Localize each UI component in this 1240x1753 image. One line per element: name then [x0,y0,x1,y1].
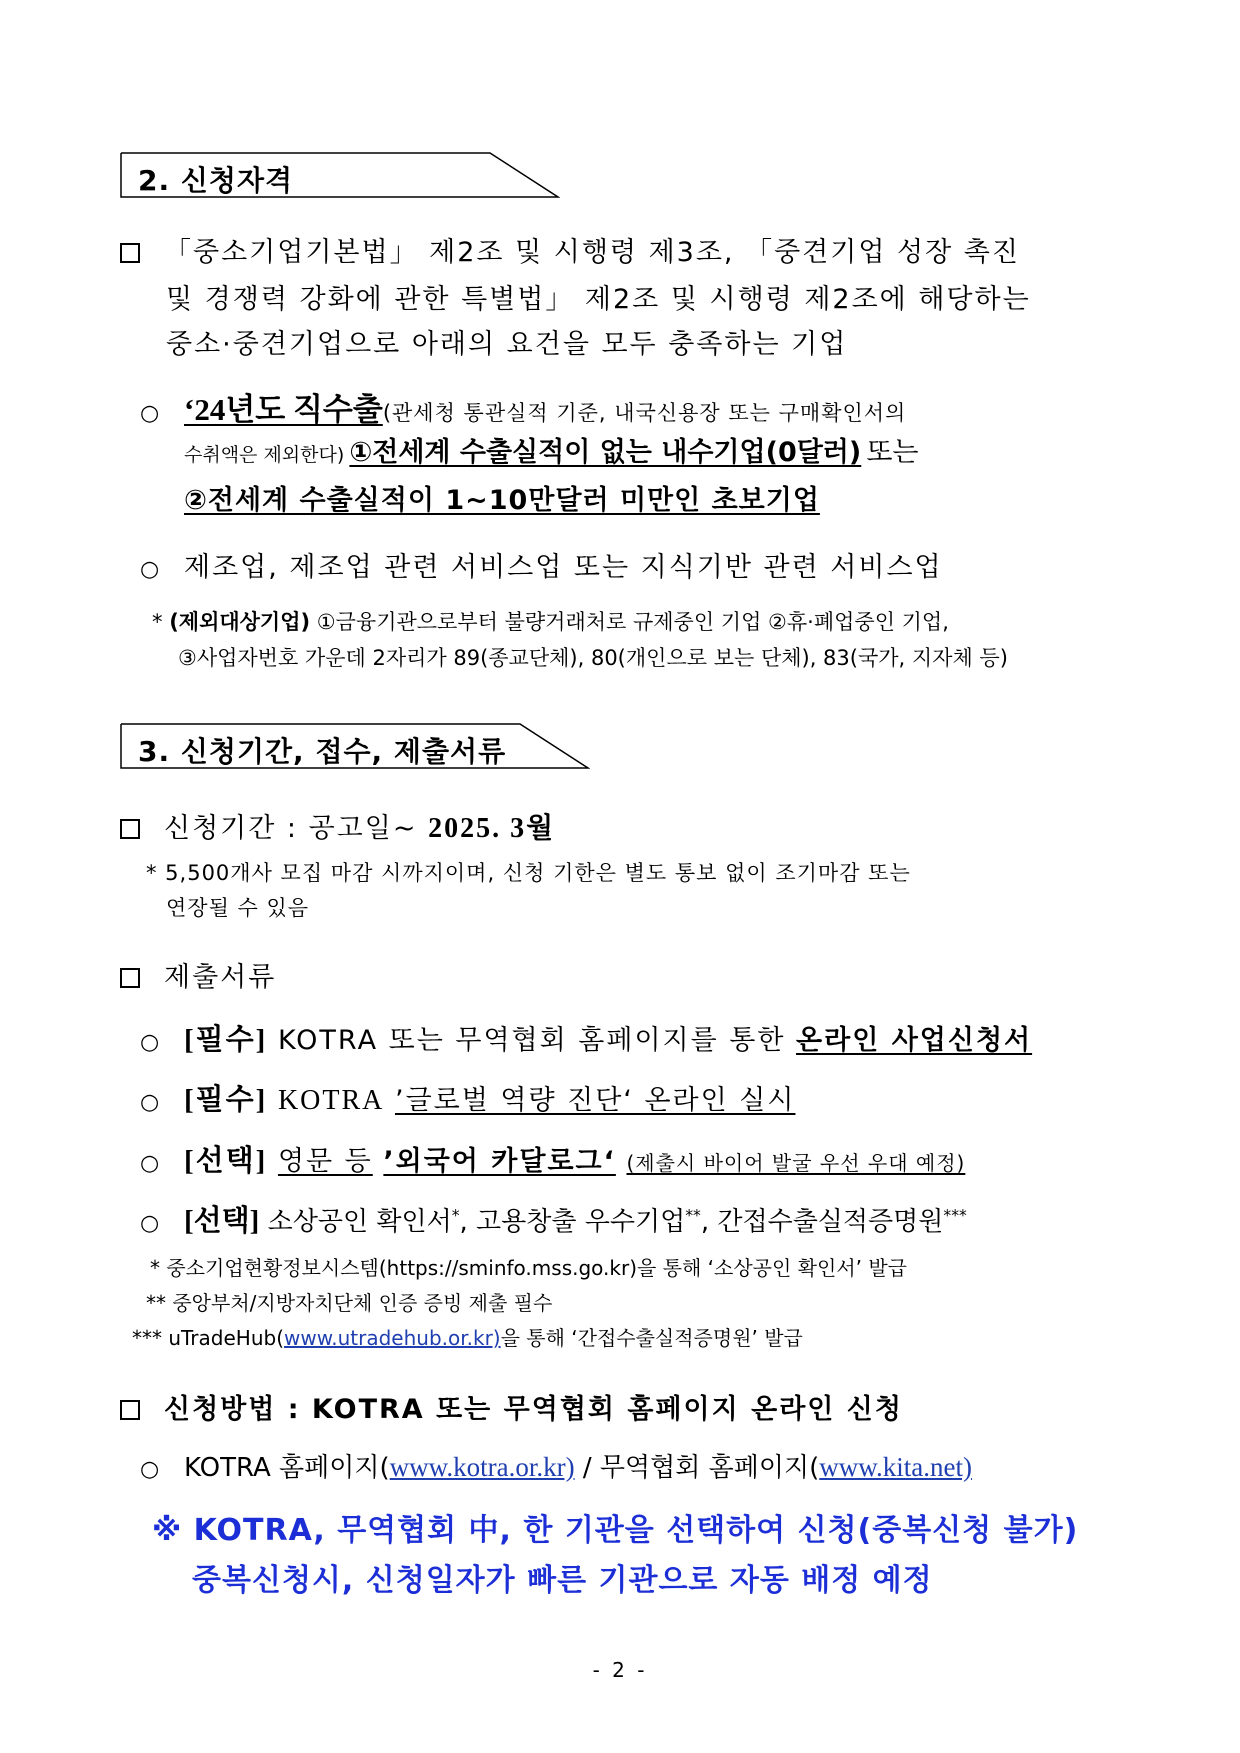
bullet-circle-icon: ○ [140,401,160,426]
doc-item-4: ○ [선택] 소상공인 확인서*, 고용창출 우수기업**, 간접수출실적증명원*** [140,1205,967,1237]
bullet-circle-icon: ○ [140,1030,162,1055]
section-3-title: 3. 신청기간, 접수, 제출서류 [138,735,507,768]
checkbox-square-icon [120,1400,140,1420]
docs-heading: 제출서류 [120,955,276,994]
eligibility-bullet-2: ○ 제조업, 제조업 관련 서비스업 또는 지식기반 관련 서비스업 [140,552,943,583]
eligibility-bullet-1: ○ ‘24년도 직수출(관세청 통관실적 기준, 내국신용장 또는 구매확인서의 [140,392,907,427]
checkbox-square-icon [120,968,140,988]
eligibility-bullet-1-line-2: 수취액은 제외한다) ①전세계 수출실적이 없는 내수기업(0달러) 또는 [184,437,919,468]
footnote-2: ** 중앙부처/지방자치단체 인증 증빙 제출 필수 [146,1291,553,1315]
eligibility-para-line-2: 및 경쟁력 강화에 관한 특별법」 제2조 및 시행령 제2조에 해당하는 [166,284,1031,315]
doc-item-2: ○ [필수] KOTRA ’글로벌 역량 진단‘ 온라인 실시 [140,1084,796,1116]
exclusion-note-line-2: ③사업자번호 가운데 2자리가 89(종교단체), 80(개인으로 보는 단체), 83(국가, 지자체 등) [178,646,1008,670]
kotra-link[interactable]: www.kotra.or.kr) [389,1452,575,1482]
period-note-line-1: * 5,500개사 모집 마감 시까지이며, 신청 기한은 별도 통보 없이 조기마감 또는 [146,861,911,885]
doc-item-1: ○ [필수] KOTRA 또는 무역협회 홈페이지를 통한 온라인 사업신청서 [140,1024,1033,1056]
bullet-circle-icon: ○ [140,1151,162,1176]
notice-line-2: 중복신청시, 신청일자가 빠른 기관으로 자동 배정 예정 [192,1563,933,1598]
page-number: - 2 - [592,1658,648,1682]
method-line: 신청방법 : KOTRA 또는 무역협회 홈페이지 온라인 신청 [120,1387,903,1426]
section-2-header [120,152,560,198]
notice-line-1: ※ KOTRA, 무역협회 中, 한 기관을 선택하여 신청(중복신청 불가) [152,1513,1079,1548]
doc-item-3: ○ [선택] 영문 등 ’외국어 카달로그‘ (제출시 바이어 발굴 우선 우대 예정) [140,1145,966,1177]
bullet-circle-icon: ○ [140,1211,160,1236]
section-3-header [120,723,560,769]
kita-link[interactable]: www.kita.net) [819,1452,972,1482]
checkbox-square-icon [120,243,140,263]
eligibility-para-line-3: 중소·중견기업으로 아래의 요건을 모두 충족하는 기업 [166,329,848,360]
method-links: ○ KOTRA 홈페이지(www.kotra.or.kr) / 무역협회 홈페이지(www.kita.net) [140,1452,972,1483]
utradehub-link[interactable]: www.utradehub.or.kr) [284,1326,501,1350]
checkbox-square-icon [120,819,140,839]
period-line: 신청기간 : 공고일~ 2025. 3월 [120,806,555,846]
exclusion-note-line-1: * (제외대상기업) ①금융기관으로부터 불량거래처로 규제중인 기업 ②휴·폐업중인 기업, [152,610,949,634]
bullet-circle-icon: ○ [140,1090,162,1115]
footnote-3: *** uTradeHub(www.utradehub.or.kr)을 통해 ‘간접수출실적증명원’ 발급 [132,1326,803,1350]
bullet-circle-icon: ○ [140,557,162,582]
eligibility-para-line-1: 「중소기업기본법」 제2조 및 시행령 제3조, 「중견기업 성장 촉진 [120,230,1020,269]
bullet-circle-icon: ○ [140,1457,160,1482]
eligibility-bullet-1-line-3: ②전세계 수출실적이 1~10만달러 미만인 초보기업 [184,485,820,516]
footnote-1: * 중소기업현황정보시스템(https://sminfo.mss.go.kr)을 통해 ‘소상공인 확인서’ 발급 [150,1256,907,1280]
section-2-title: 2. 신청자격 [138,164,294,197]
period-note-line-2: 연장될 수 있음 [166,896,310,920]
